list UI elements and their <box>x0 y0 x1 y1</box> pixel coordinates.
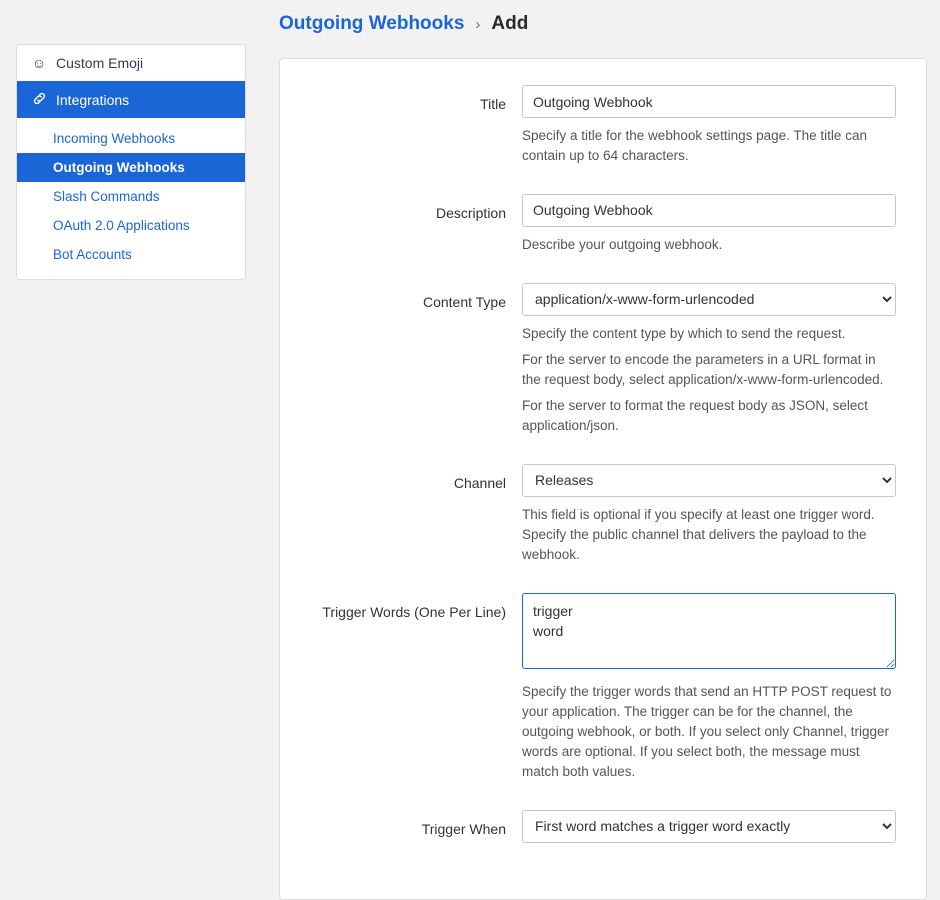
breadcrumb-current: Add <box>491 13 529 34</box>
field-trigger-when-label: Trigger When <box>421 820 506 837</box>
outgoing-webhook-form-panel <box>279 58 927 900</box>
sidebar-item-slash-commands[interactable]: Slash Commands <box>53 189 160 204</box>
trigger-when-select[interactable] <box>522 810 896 843</box>
sidebar-item-incoming-webhooks[interactable]: Incoming Webhooks <box>53 131 176 146</box>
field-title-label: Title <box>480 96 506 112</box>
breadcrumb-link-outgoing-webhooks[interactable]: Outgoing Webhooks <box>279 13 465 34</box>
sidebar-sub-list <box>17 118 245 279</box>
spacer <box>310 436 896 464</box>
field-content-type-help-1: Specify the content type by which to send the request. <box>522 325 846 341</box>
field-channel-help: This field is optional if you specify at least one trigger word. Specify the public channel that delivers the payload to the webhook. <box>522 506 875 562</box>
spacer <box>310 782 896 810</box>
field-description <box>310 194 896 255</box>
sidebar-section-label: Custom Emoji <box>56 55 144 71</box>
field-description-help: Describe your outgoing webhook. <box>522 236 723 252</box>
field-trigger-words <box>310 593 896 782</box>
field-description-label: Description <box>435 204 506 221</box>
spacer <box>310 255 896 283</box>
sidebar-section-custom-emoji[interactable] <box>17 45 245 81</box>
outgoing-webhook-form <box>280 59 926 853</box>
field-title-help: Specify a title for the webhook settings page. The title can contain up to 64 characters. <box>522 128 867 163</box>
smiley-icon: ☺ <box>31 55 47 71</box>
sidebar-item-outgoing-webhooks[interactable]: Outgoing Webhooks <box>17 153 245 182</box>
field-title <box>310 85 896 166</box>
content-type-select[interactable] <box>522 283 896 316</box>
field-trigger-when <box>310 810 896 843</box>
sidebar-item-bot-accounts[interactable]: Bot Accounts <box>53 247 132 262</box>
title-input[interactable] <box>522 85 896 118</box>
field-content-type-label: Content Type <box>422 293 506 310</box>
chevron-right-icon: › <box>475 15 481 33</box>
link-icon <box>31 91 47 108</box>
sidebar <box>16 44 246 280</box>
field-content-type-help-3: For the server to format the request body as JSON, select application/json. <box>522 397 868 433</box>
sidebar-section-integrations[interactable] <box>17 81 245 118</box>
breadcrumb <box>279 13 528 35</box>
field-channel-label: Channel <box>453 474 506 491</box>
field-trigger-words-help: Specify the trigger words that send an HTTP POST request to your application. The trigger can be for the channel, the outgoing webhook, or both. If you select only Channel, trigger words are optional. If you select both, the message must match both values. <box>522 683 892 779</box>
spacer <box>310 166 896 194</box>
trigger-words-textarea[interactable] <box>522 593 896 669</box>
field-trigger-words-label: Trigger Words (One Per Line) <box>322 603 506 620</box>
description-input[interactable] <box>522 194 896 227</box>
field-content-type-help-2: For the server to encode the parameters in a URL format in the request body, select application/x-www-form-urlencoded. <box>522 351 884 387</box>
field-channel <box>310 464 896 565</box>
sidebar-item-oauth-applications[interactable]: OAuth 2.0 Applications <box>53 218 190 233</box>
field-content-type <box>310 283 896 436</box>
channel-select[interactable] <box>522 464 896 497</box>
spacer <box>310 565 896 593</box>
sidebar-section-label: Integrations <box>56 91 130 108</box>
